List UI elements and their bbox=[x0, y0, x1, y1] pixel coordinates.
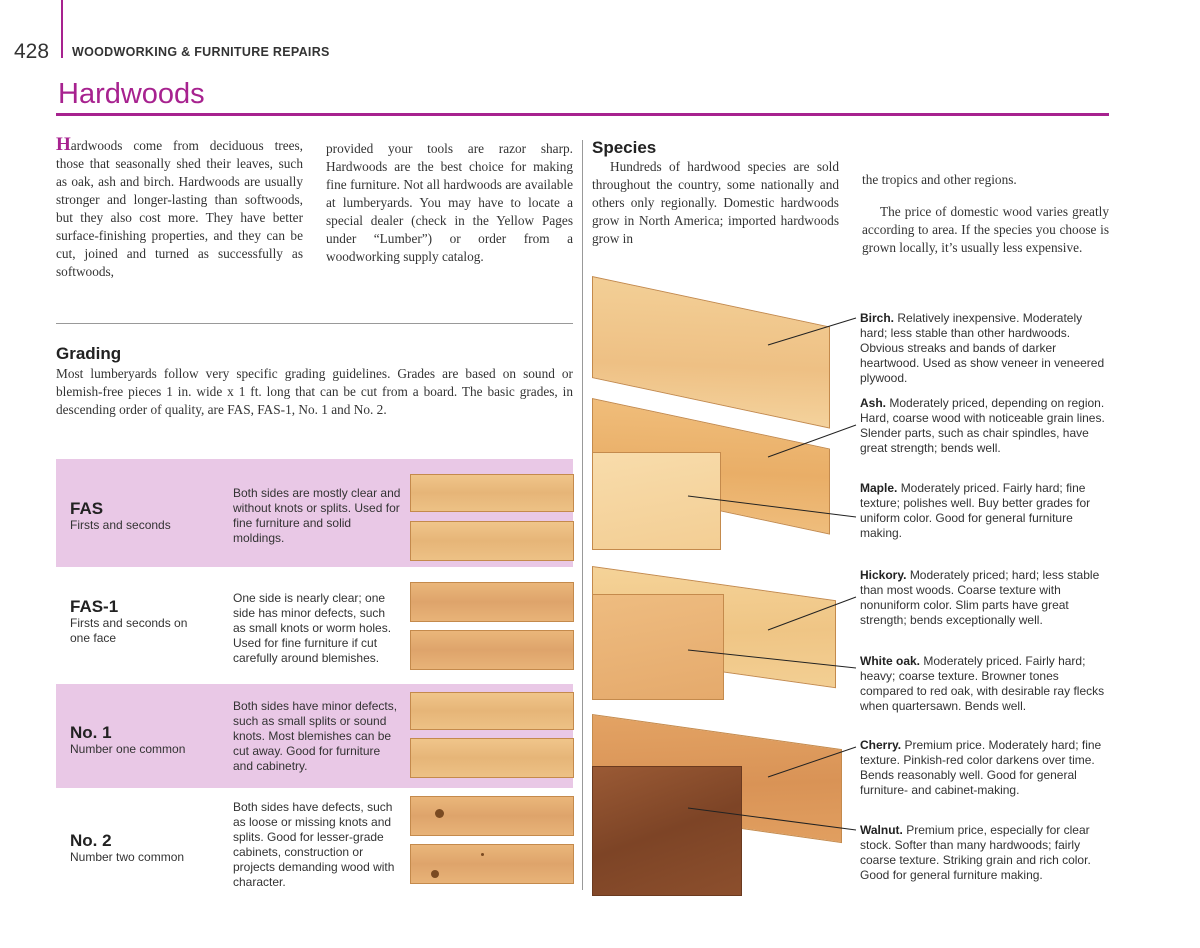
species-text-2a: the tropics and other regions. bbox=[862, 172, 1017, 188]
grade-description: Both sides have defects, such as loose or missing knots and splits. Good for lesser-grade cabinets, construction or projects demanding wood with character. bbox=[233, 800, 395, 889]
species-name: Walnut. bbox=[860, 823, 903, 837]
grade-subtitle: Number one common bbox=[70, 742, 186, 756]
species-name: Ash. bbox=[860, 396, 887, 410]
drop-cap: H bbox=[56, 134, 71, 155]
cherry-leader bbox=[768, 747, 856, 777]
species-white-oak bbox=[860, 654, 1112, 714]
species-walnut bbox=[860, 823, 1112, 883]
page-number: 428 bbox=[14, 40, 50, 63]
species-description: Moderately priced. Fairly hard; fine texture; polishes well. Buy better grades for uniform color. Good for general furniture making. bbox=[860, 481, 1091, 540]
grade-description: One side is nearly clear; one side has minor defects, such as small knots or worm holes. Used for fine furniture if cut carefully around blemishes. bbox=[233, 591, 392, 665]
species-cherry bbox=[860, 738, 1112, 798]
grade-description: Both sides are mostly clear and without knots or splits. Used for fine furniture and solid moldings. bbox=[233, 486, 401, 545]
species-description: Relatively inexpensive. Moderately hard; less stable than other hardwoods. Obvious streaks and bands of darker heartwood. Used as show veneer in veneered plywood. bbox=[860, 311, 1105, 385]
grade-name: No. 1 bbox=[70, 723, 112, 742]
species-heading: Species bbox=[592, 138, 657, 157]
birch-leader bbox=[768, 318, 856, 345]
page-title: Hardwoods bbox=[58, 78, 205, 110]
maple-leader bbox=[688, 496, 856, 517]
species-description: Moderately priced. Fairly hard; heavy; coarse texture. Browner tones compared to red oak, with desirable ray flecks when quartersawn. Bends well. bbox=[860, 654, 1105, 713]
species-name: Cherry. bbox=[860, 738, 902, 752]
species-maple bbox=[860, 481, 1112, 541]
species-name: White oak. bbox=[860, 654, 921, 668]
species-name: Hickory. bbox=[860, 568, 907, 582]
white-oak-leader bbox=[688, 650, 856, 668]
grade-description: Both sides have minor defects, such as small splits or sound knots. Most blemishes can be cut away. Good for furniture and cabinetry. bbox=[233, 699, 398, 773]
species-description: Premium price, especially for clear stock. Softer than many hardwoods; fairly coarse texture. Striking grain and rich color. Good for general furniture making. bbox=[860, 823, 1091, 882]
grading-text: Most lumberyards follow very specific grading guidelines. Grades are based on sound or blemish-free pieces 1 in. wide x 1 ft. long that can be cut from a board. The basic grades, in descending order of quality, are FAS, FAS-1, No. 1 and No. 2. bbox=[56, 366, 573, 417]
running-head: WOODWORKING & FURNITURE REPAIRS bbox=[72, 45, 330, 59]
species-text-2b: The price of domestic wood varies greatly according to area. If the species you choose is grown locally, it’s usually less expensive. bbox=[862, 203, 1109, 255]
grade-subtitle: Firsts and seconds bbox=[70, 518, 171, 532]
species-ash bbox=[860, 396, 1112, 456]
ash-leader bbox=[768, 425, 856, 457]
species-description: Premium price. Moderately hard; fine texture. Pinkish-red color darkens over time. Bends reasonably well. Good for general furniture- and cabinet-making. bbox=[860, 738, 1102, 797]
species-hickory bbox=[860, 568, 1112, 628]
species-birch bbox=[860, 311, 1112, 386]
species-name: Birch. bbox=[860, 311, 895, 325]
hickory-leader bbox=[768, 597, 856, 630]
species-description: Moderately priced, depending on region. Hard, coarse wood with noticeable grain lines. Slender parts, such as chair spindles, have great strength; bends well. bbox=[860, 396, 1105, 455]
grade-subtitle: Firsts and seconds on one face bbox=[70, 616, 188, 645]
walnut-leader bbox=[688, 808, 856, 830]
grade-subtitle: Number two common bbox=[70, 850, 185, 864]
grade-name: FAS-1 bbox=[70, 597, 119, 616]
species-column-1: Hundreds of hardwood species are sold throughout the country, some nationally and others only regionally. Domestic hardwoods grow in North America; imported hardwoods grow in bbox=[592, 159, 839, 246]
grade-name: FAS bbox=[70, 499, 104, 518]
species-description: Moderately priced; hard; less stable than most woods. Coarse texture with nonuniform color. Slim parts have great strength; bends exceptionally well. bbox=[860, 568, 1100, 627]
grade-name: No. 2 bbox=[70, 831, 112, 850]
grading-heading: Grading bbox=[56, 344, 122, 363]
intro-text-1: ardwoods come from deciduous trees, those that seasonally shed their leaves, such as oak, ash and birch. Hardwoods are usually stronger and longer-lasting than softwoods, but they also cost more. They have better surface-finishing properties, and they can be cut, joined and turned as successfully as softwoods, bbox=[56, 138, 303, 279]
intro-column-2: provided your tools are razor sharp. Hardwoods are the best choice for making fine furniture. Not all hardwoods are available at lumberyards. You may have to locate a special dealer (check in the Yellow Pages under “Lumber”) or order from a woodworking supply catalog. bbox=[326, 141, 573, 264]
species-name: Maple. bbox=[860, 481, 898, 495]
